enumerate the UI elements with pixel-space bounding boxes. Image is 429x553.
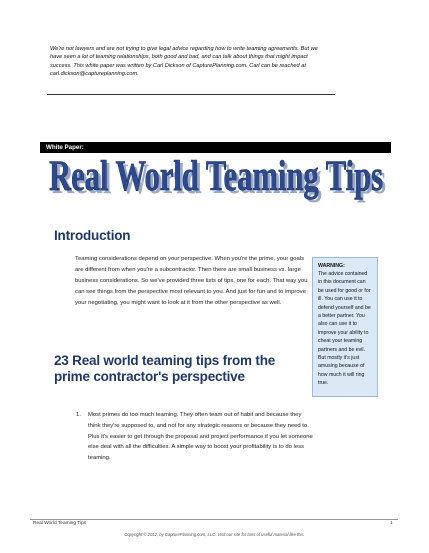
introduction-paragraph: Teaming considerations depend on your perspective. When you're the prime, your goals are different from when you're a subcontractor. Then there are small business vs. large business considerations. So we've provided three lists of tips, one for each. That way you can see things from the perspective most relevant to you. And just for fun and to improve your negotiating, you might want to look at it from the other perspective as well. — [75, 256, 308, 306]
footer-copyright: Copyright © 2012, by CapturePlanning.com, LLC. Visit our site for tons of useful material like this. — [124, 532, 305, 537]
white-paper-label: White Paper: — [46, 144, 84, 151]
list-item-text: Most primes do too much teaming. They often team out of habit and because they think they're supposed to, and not for any strategic reasons or because they need to. Plus it's easier to get through the proposal and project performance if you let someone else deal with all the difficulties. A simple way to boost your profitability is to do less teaming. — [88, 412, 313, 462]
warning-callout — [312, 257, 378, 397]
list-item — [76, 410, 313, 464]
footer-title: Real World Teaming Tips — [33, 521, 87, 526]
page-number: 1 — [390, 521, 393, 526]
introduction-heading: Introduction — [54, 228, 131, 243]
footer-divider — [30, 519, 398, 520]
disclaimer-text: We're not lawyers and are not trying to give legal advice regarding how to write teaming agreements. But we have seen a lot of teaming relationships, both good and bad, and can talk about things that might impact success. This white paper was written by Carl Dickson of CapturePlanning.com. Carl can be reached at carl.dickson@captureplanning.com. — [50, 46, 318, 77]
disclaimer-divider — [47, 94, 335, 95]
warning-text: The advice contained in this document can be used for good or for ill. You can use it to defend yourself and be a better partner. You also can use it to improve your ability to cheat your teaming partners and be evil. But mostly it's just amusing because of how much it will ring true. — [318, 271, 371, 387]
list-item-number: 1. — [76, 412, 81, 418]
warning-title: WARNING: — [318, 263, 345, 269]
prime-tips-heading: 23 Real world teaming tips from the prime contractor's perspective — [54, 353, 276, 384]
title-shadow: Real World Teaming Tips — [52, 156, 386, 203]
title-text: Real World Teaming Tips — [49, 153, 383, 200]
document-title — [49, 151, 409, 203]
